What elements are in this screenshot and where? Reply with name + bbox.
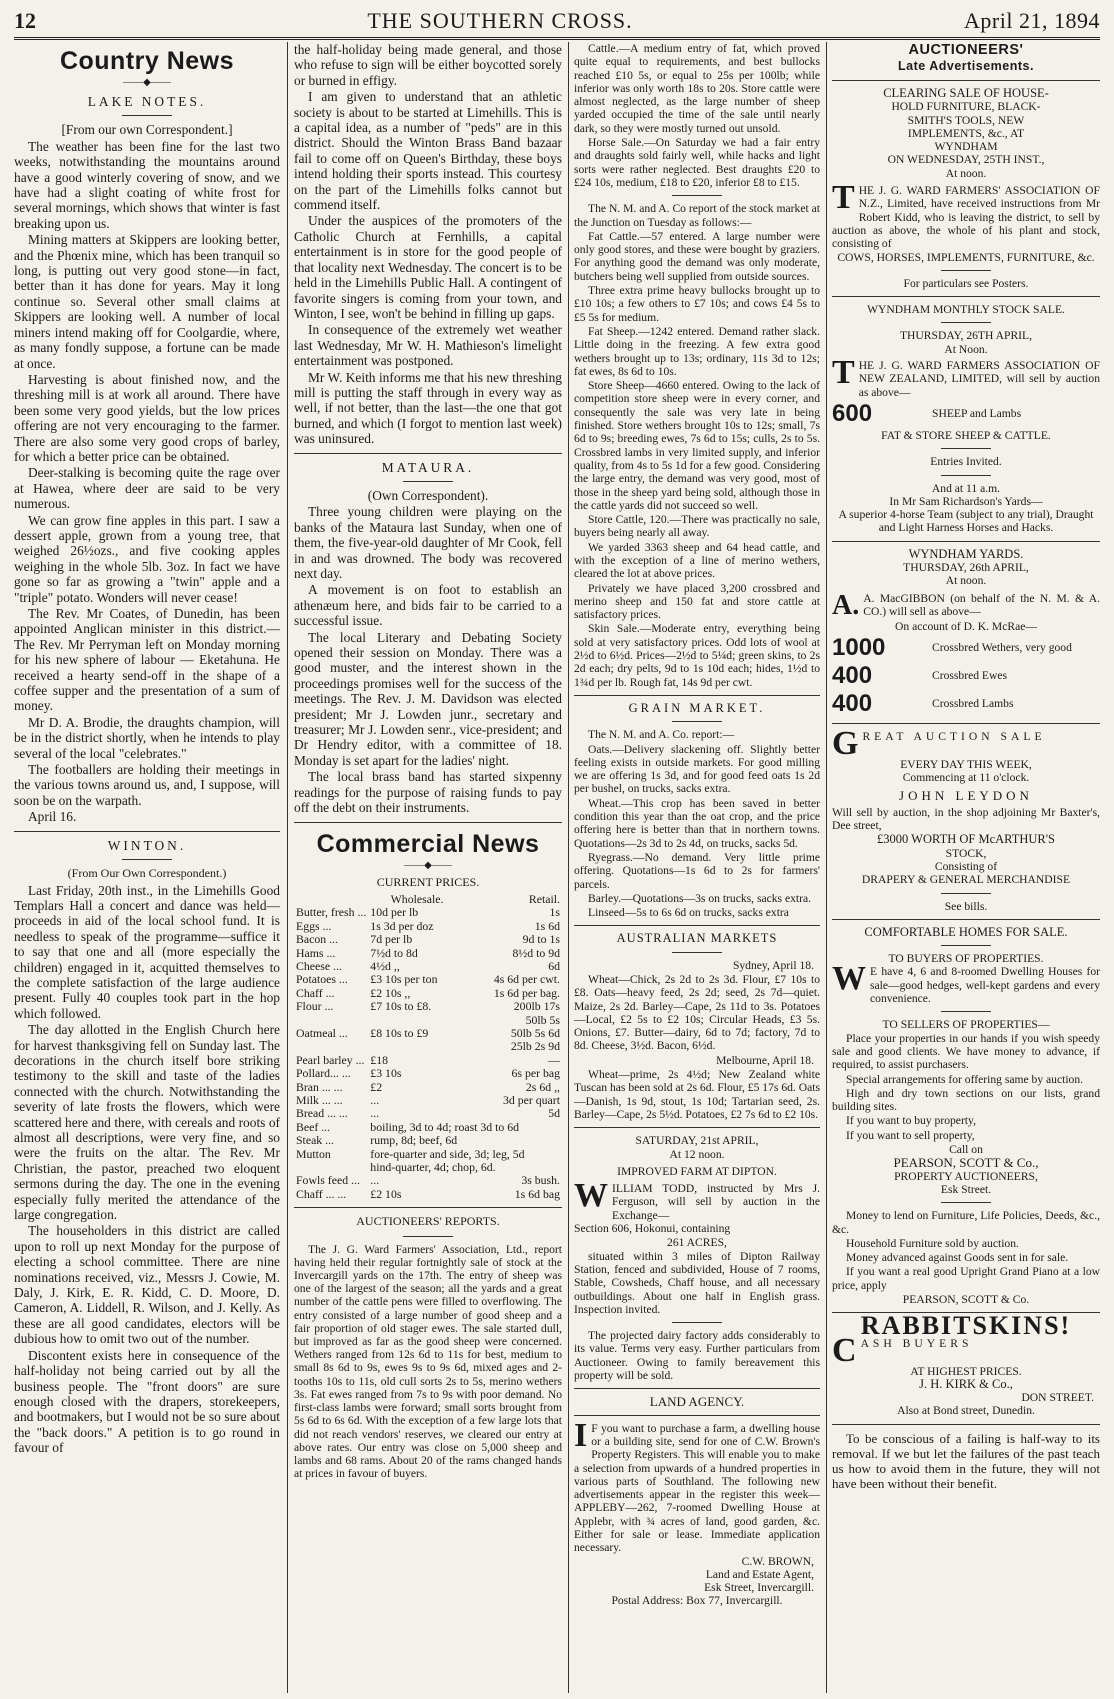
lot-text: Crossbred Ewes (932, 669, 1008, 683)
table-cell: 1s 3d per doz (370, 918, 434, 933)
article-paragraph: Barley.—Quotations—3s on trucks, sacks extra. (588, 891, 812, 905)
divider (574, 1127, 820, 1128)
australian-markets-heading: AUSTRALIAN MARKETS (616, 931, 778, 946)
notice-text: F you want to purchase a farm, a dwelling house or a building site, send for one of C.W. Brown's Property Registers. This will enable you to make a selection from upwards of a hundred properties in various parts of Southland. The following new advertisements appear in the register this week—APPLEBY—262, 7-roomed Dwelling House at Applebr, with ¾ acres of land, good garden, &c. Either for sale or lease. Immediate application necessary. (574, 1421, 820, 1555)
table-cell: 200lb 17s (513, 999, 560, 1014)
lot-row (832, 663, 1100, 689)
table-cell: 2s 6d ,, (525, 1079, 560, 1094)
sale-date: THURSDAY, 26TH APRIL, (899, 329, 1033, 343)
table-cell: 1s (549, 905, 560, 920)
divider (294, 453, 562, 454)
divider (294, 822, 562, 823)
table-cell (368, 1040, 466, 1053)
lot-row (832, 635, 1100, 661)
notice-text: Household Furniture sold by auction. (846, 1236, 1019, 1250)
divider (14, 831, 280, 832)
article-paragraph: Store Sheep—4660 entered. Owing to the lack of competition store sheep were in every corner, and consequently the sale was very late in being finished. Store wethers brought 10s to 12s; small, 7s 6d to 9s; breeding ewes, 7s 6d to 15s; culls, 2s to 5s. Crossbred lambs in very limited supply, and inferior quality, from 4s to 5s 1d for a few good. Considering the large entry, the demand was very good, most of those in the sheep yard being sold, although those in the cattle yards did not succeed so well. (574, 379, 820, 512)
table-row (294, 947, 562, 960)
prices-heading: CURRENT PRICES. (376, 874, 480, 889)
article-paragraph: Wheat.—This crop has been saved in better condition this year than the oat crop, and the price offering here is better than that in northern towns. Quotations—2s 3d to 2s 4d, on trucks, sacks 5d. (574, 796, 820, 850)
sale-time: At 12 noon. (669, 1147, 725, 1161)
drop-cap: W (574, 1182, 608, 1215)
drop-cap: T (832, 184, 855, 217)
notice-line: AT HIGHEST PRICES. (910, 1364, 1022, 1378)
drop-cap: A. (832, 591, 860, 620)
notice-line: PROPERTY AUCTIONEERS, (894, 1169, 1038, 1183)
divider (403, 1236, 453, 1237)
article-paragraph: The N. M. and A. Co. report:— (588, 728, 735, 742)
sellers-heading: TO SELLERS OF PROPERTIES— (882, 1018, 1050, 1032)
table-cell: Butter, fresh ... (296, 905, 367, 920)
table-row (294, 973, 562, 986)
notice-line: Commencing at 11 o'clock. (902, 771, 1030, 785)
table-cell: Chaff ... (296, 985, 335, 1000)
table-cell: boiling, 3d to 4d; roast 3d to 6d (370, 1119, 520, 1134)
auctioneers-heading: AUCTIONEERS' (908, 42, 1024, 58)
article-paragraph: Fat Cattle.—57 entered. A large number were only good stores, and these were bought by graziers. For anything good the demand was only moderate, butchers being well supplied from outside sources. (574, 229, 820, 283)
table-row (294, 1148, 562, 1161)
notice-text: Will sell by auction, in the shop adjoining Mr Baxter's, Dee street, (832, 805, 1100, 833)
clearing-sale-line: WYNDHAM (934, 140, 998, 154)
table-row (294, 1027, 562, 1040)
notice-text: High and dry town sections on our lists, grand building sites. (832, 1086, 1100, 1114)
table-cell (294, 1014, 368, 1027)
table-row (294, 933, 562, 946)
table-row (294, 1040, 562, 1053)
divider (832, 919, 1100, 920)
table-row (294, 920, 562, 933)
notice-items: FAT & STORE SHEEP & CATTLE. (881, 428, 1051, 442)
clearing-sale-line: CLEARING SALE OF HOUSE- (883, 86, 1049, 100)
article-paragraph: [From our own Correspondent.] (61, 122, 233, 138)
land-agency-heading: LAND AGENCY. (649, 1394, 745, 1410)
table-row (294, 1094, 562, 1107)
table-cell: hind-quarter, 4d; chop, 6d. (370, 1160, 496, 1175)
table-cell (294, 1040, 368, 1053)
notice-text: Place your properties in our hands if you wish speedy sale and good clients. We have money to advance, if required, to assist purchasers. (832, 1031, 1100, 1072)
notice-line: DRAPERY & GENERAL MERCHANDISE (861, 873, 1071, 887)
dateline: Melbourne, April 18. (716, 1053, 814, 1067)
article-paragraph: Store Cattle, 120.—There was practically no sale, buyers being nearly all away. (574, 513, 820, 540)
issue-date: April 21, 1894 (964, 8, 1100, 33)
table-cell: Chaff ... ... (296, 1186, 347, 1201)
table-row (294, 987, 562, 1000)
masthead (14, 4, 1100, 40)
homes-heading: COMFORTABLE HOMES FOR SALE. (864, 924, 1068, 939)
article-paragraph: Ryegrass.—No demand. Very little prime offering. Quotations—1s 6d to 2s for farmers' parcels. (574, 850, 820, 891)
late-ads-heading: Late Advertisements. (898, 59, 1034, 73)
notice-heading: ASH BUYERS (860, 1336, 973, 1350)
notice-line: DON STREET. (1021, 1391, 1094, 1405)
table-header: Retail. (528, 891, 560, 906)
article-paragraph: Mining matters at Skippers are looking better, and the Phœnix mine, which has been tranquil so long, is putting out very good stone—in fact, better than it has done for years. May it long continue so. Several other small claims at Skippers are looking well. A number of local miners intend making off for Coolgardie, where, as many fondly suppose, a fortune can be made at once. (14, 232, 280, 371)
notice-text: If you want to buy property, (846, 1114, 976, 1128)
table-cell: 10d per lb (370, 905, 419, 920)
column-2 (294, 42, 562, 1693)
column-3 (574, 42, 820, 1693)
table-cell: Mutton (296, 1146, 331, 1161)
acreage: 261 ACRES, (667, 1236, 727, 1250)
lot-row (832, 691, 1100, 717)
table-cell: Potatoes ... (296, 972, 348, 987)
article-paragraph: We can grow fine apples in this part. I saw a dessert apple, grown from a young tree, that weighed 26½ozs., and five cooking apples weighing in the whole 5lb. 3oz. In fact we have gone so far as growing a "twin" apple and a "triple" potato. Wonders will never cease! (14, 512, 280, 605)
table-cell: 5d (548, 1106, 560, 1121)
section-title-commercial-news: Commercial News (316, 829, 540, 858)
article-head-lake-notes: LAKE NOTES. (87, 94, 207, 109)
divider (672, 195, 722, 196)
notice-line: Consisting of (934, 859, 998, 873)
table-cell: £3 10s per ton (370, 972, 438, 987)
table-cell: 4s 6d per cwt. (493, 972, 560, 987)
notice-heading: REAT AUCTION SALE (862, 729, 1046, 743)
notice-text: If you want to sell property, (846, 1128, 975, 1142)
divider (832, 80, 1100, 81)
clearing-sale-line: HOLD FURNITURE, BLACK- (891, 100, 1041, 114)
table-row (294, 1161, 562, 1174)
article-paragraph: In consequence of the extremely wet weather last Wednesday, Mr W. H. Mathieson's limelight entertainment was postponed. (294, 322, 562, 369)
table-cell: Bran ... ... (296, 1079, 343, 1094)
lot-text: SHEEP and Lambs (932, 407, 1022, 421)
article-paragraph: Skin Sale.—Moderate entry, everything being sold at very satisfactory prices. Odd lots of wool at 2½d to 6½d. Prices—2½d to 5¼d; green skins, to 2s 2d each; dry pelts, 9d to 1s 10d each; hides, 1½d to 1¾d per lb. Rough fat, 14s 9d per cwt. (574, 622, 820, 689)
farm-heading: IMPROVED FARM AT DIPTON. (617, 1164, 777, 1178)
page-number: 12 (14, 8, 36, 33)
table-row (294, 1067, 562, 1080)
land-agency-notice (574, 1422, 820, 1555)
buyers-heading: TO BUYERS OF PROPERTIES. (888, 952, 1044, 966)
table-cell: £18 (370, 1052, 388, 1067)
table-cell: £7 10s to £8. (370, 999, 432, 1014)
great-auction-notice (832, 730, 1100, 758)
table-row (294, 1188, 562, 1201)
column-1 (14, 42, 280, 1693)
article-paragraph: I am given to understand that an athletic society is about to be started at Limehills. This is a capital idea, as a number of "peds" are in this district. Should the Winton Brass Band bazaar fail to come off on Queen's Birthday, these boys intend holding their sports instead. This courtesy on the part of the Limehills folks cannot but commend itself. (294, 89, 562, 213)
table-header: Wholesale. (390, 891, 444, 906)
table-cell: £2 (370, 1079, 383, 1094)
lot-text: Crossbred Lambs (932, 697, 1014, 711)
article-paragraph: Harvesting is about finished now, and the threshing mill is at work all around. There have been some very good yields, but the low prices offering are not very encouraging to the farmer. There are also some very good crops of barley, for which a better price can be obtained. (14, 371, 280, 464)
sale-time: At Noon. (944, 342, 988, 356)
table-cell: fore-quarter and side, 3d; leg, 5d (370, 1146, 525, 1161)
divider (122, 859, 172, 860)
firm-name: PEARSON, SCOTT & Co. (902, 1293, 1030, 1306)
article-paragraph: A movement is on foot to establish an athenæum here, and bids fair to be carried to a successful issue. (294, 582, 562, 629)
table-cell: 6s per bag (511, 1066, 560, 1081)
article-paragraph: The householders in this district are called upon to roll up next Monday for the purpose of electing a school committee. There are nine nominations received, viz., Messrs J. Cowie, M. Daly, J. Kirk, E. R. Kidd, C. D. Moore, D. Cameron, A. Liddell, R. Wilson, and J. Kelly. As these are all good candidates, electors will be dubious how to omit two out of the number. (14, 1223, 280, 1347)
rabbitskins-heading: RABBITSKINS! (860, 1311, 1072, 1341)
article-paragraph: the half-holiday being made general, and those who refuse to sign will be either boycotted sorely or burned in effigy. (294, 42, 562, 88)
article-paragraph: Discontent exists here in consequence of the half-holiday not being carried out by all the business people. The "front doors" are sure enough closed with the drapers, storekeepers, and bootmakers, but I would not be so sure about the "back doors." A petition is to go round in favour of (14, 1347, 280, 1456)
table-cell: ... (370, 1093, 380, 1107)
notice-text: HE J. G. WARD FARMERS' ASSOCIATION OF N.Z., Limited, have received instructions from Mr Robert Kidd, who is leaving the district, to sell by auction as above, the whole of his plant and stock, consisting of (832, 184, 1100, 251)
clearing-sale-line: SMITH'S TOOLS, NEW (907, 113, 1025, 127)
notice-text: ILLIAM TODD, instructed by Mrs J. Ferguson, will sell by auction in the Exchange— (612, 1182, 820, 1222)
table-cell: £2 10s (370, 1186, 402, 1201)
lot-number: 600 (832, 399, 873, 427)
notice-text: If you want a real good Upright Grand Piano at a low price, apply (832, 1265, 1100, 1292)
divider (941, 1202, 991, 1203)
table-cell: 7½d to 8d (370, 945, 418, 960)
divider (574, 1388, 820, 1389)
lot-text: Crossbred Wethers, very good (932, 641, 1072, 655)
table-cell (368, 1014, 466, 1027)
table-row (294, 1000, 562, 1013)
entries-note: Entries Invited. (930, 455, 1002, 469)
divider (941, 475, 991, 476)
buyers-notice (832, 965, 1100, 1005)
sale-date: SATURDAY, 21st APRIL, (635, 1134, 759, 1148)
notice-line: Also at Bond street, Dunedin. (897, 1404, 1035, 1418)
article-paragraph: The N. M. and A. Co report of the stock market at the Junction on Tuesday as follows:— (574, 202, 820, 229)
table-cell (294, 1161, 368, 1174)
notice-line: STOCK, (945, 846, 987, 860)
article-paragraph: Wheat—prime, 2s 4½d; New Zealand white Tuscan has been sold at 2s 6d. Flour, £5 17s 6d. Oats—Danish, 1s 9d, stout, 1s 10d; Tartarian seed, 2s. Barley—Cape, 2s 5½d. Potatoes, £2 7s 6d to £2 10s. (574, 1068, 820, 1121)
table-cell: Flour ... (296, 999, 334, 1014)
table-cell: Pollard... ... (296, 1066, 351, 1081)
table-cell: 4½d ,, (370, 958, 400, 973)
wyndham-yards-heading: WYNDHAM YARDS. (908, 546, 1024, 561)
table-cell: ... (370, 1173, 380, 1188)
prices-table (294, 893, 562, 1201)
filler-quote: To be conscious of a failing is half-way to its removal. If we but let the failures of the past teach us how to avoid them in the future, they will not have been without their benefit. (832, 1430, 1100, 1491)
notice-text: Money to lend on Furniture, Life Policies, Deeds, &c., &c. (832, 1209, 1100, 1236)
clearing-sale-line: ON WEDNESDAY, 25TH INST., (887, 153, 1045, 167)
lot-number: 1000 (832, 633, 886, 661)
table-cell: 8½d to 9d (512, 945, 560, 960)
account-note: On account of D. K. McRae— (895, 619, 1037, 633)
table-cell: — (548, 1052, 560, 1067)
table-cell: Fowls feed ... (296, 1173, 360, 1188)
table-header-row (294, 893, 562, 906)
article-paragraph: Privately we have placed 3,200 crossbred and merino sheep and 150 fat and store cattle at satisfactory prices. (574, 581, 820, 622)
column-rule (287, 42, 288, 1693)
article-head-mataura: MATAURA. (381, 459, 475, 475)
article-paragraph: Horse Sale.—On Saturday we had a fair entry and draughts sold fairly well, while hacks and light sorts were rather neglected. Best draughts £20 to £24 10s, medium, £18 to £20, inferior £8 to £15. (574, 136, 820, 189)
article-paragraph: The local Literary and Debating Society opened their session on Monday. There was a good muster, and the interest shown in the proceedings promises well for the success of the meetings. The Rev. J. M. Davidson was elected president; Mr J. Lowden junr., secretary and treasurer; Mr J. Lowden senr., vice-president; and Dr Hendry editor, with a committee of 18. Monday is set apart for the ladies' night. (294, 629, 562, 768)
article-paragraph: The day allotted in the English Church here for harvest thanksgiving fell on Sunday last. The decorations in the church itself bore striking testimony to the skill and taste of the ladies connected with the church. Notwithstanding the severity of late frosts the flowers, which were scattered here and there, with cereals and roots of almost all descriptions, were very fine, and so were the fruits on the altar. The Rev. Mr Christian, the pastor, preached two eloquent sermons during the day. The one in the evening especially fully merited the attendance of the large congregation. (14, 1022, 280, 1223)
table-cell: 50lb 5s 6d (510, 1025, 560, 1040)
column-4 (832, 42, 1100, 1693)
table-row (294, 1081, 562, 1094)
article-paragraph: Last Friday, 20th inst., in the Limehills Good Templars Hall a concert and dance was held—proceeds in aid of the local school fund. It is needless to speak of the programme—suffice it to say that one and all (more especially the children) engaged in it, acquitted themselves to the complete satisfaction of the large audience present. Fully 40 couples took part in the hop which followed. (14, 882, 280, 1021)
article-paragraph: Three young children were playing on the banks of the Mataura last Sunday, when one of them, the five-year-old daughter of Mr Cook, fell in and was drowned. The body was recovered next day. (294, 504, 562, 581)
ornament-icon: ——◆—— (123, 77, 171, 88)
drop-cap: C (832, 1336, 857, 1365)
notice-text: Money advanced against Goods sent in for sale. (846, 1251, 1069, 1265)
ornament-icon: ——◆—— (404, 859, 452, 871)
clearing-sale-line: IMPLEMENTS, &c., AT (907, 126, 1025, 140)
monthly-sale-heading: WYNDHAM MONTHLY STOCK SALE. (867, 303, 1065, 317)
drop-cap: T (832, 359, 855, 392)
table-row (294, 1121, 562, 1134)
table-cell: 3d per quart (503, 1093, 560, 1107)
notice-text: The projected dairy factory adds considerably to its value. Terms very easy. Further particulars from Auctioneer. Owing to family bereavement this property will be sold. (574, 1329, 820, 1383)
article-paragraph: (Own Correspondent). (367, 487, 489, 503)
article-paragraph: Wheat—Chick, 2s 2d to 2s 3d. Flour, £7 10s to £8. Oats—heavy feed, 2s 2d; seed, 2s 7d—quiet. Maize, 2s 2d. Barley—Cape, 2s 11d to 3s. Potatoes—Local, £2 5s to £2 10s; Circular Heads, £3 5s. Onions, £7. Butter—dairy, 6d to 7d; factory, 7d to 8d. Cheese, 3½d. Bacon, 6½d. (574, 973, 820, 1053)
lot-number: 400 (832, 689, 873, 717)
article-paragraph: Fat Sheep.—1242 entered. Demand rather slack. Little doing in the freezing. A few extra good wethers brought up to 13s; ordinary, 11s 3d to 12s; fat ewes, 8s 6d to 10s. (574, 324, 820, 378)
table-cell: ... (370, 1106, 380, 1121)
table-cell: Bread ... ... (296, 1106, 348, 1121)
article-paragraph: The weather has been fine for the last two weeks, notwithstanding the mountains around have a good winterly covering of snow, and we have had a slight coating of white frost for several mornings, which shows that winter is fast breaking upon us. (14, 138, 280, 231)
divider (941, 893, 991, 894)
article-paragraph: Three extra prime heavy bullocks brought up to £10 10s; a few others to £7 10s; and cows £4 5s to £5 5s for medium. (574, 284, 820, 324)
notice-text: HE J. G. WARD FARMERS ASSOCIATION OF NEW ZEALAND, LIMITED, will sell by auction as above— (858, 359, 1100, 399)
divider (832, 541, 1100, 542)
signature: Land and Estate Agent, (705, 1567, 814, 1581)
notice-items: COWS, HORSES, IMPLEMENTS, FURNITURE, &c. (837, 250, 1095, 264)
table-row (294, 1054, 562, 1067)
lot-row (832, 401, 1100, 427)
auction-notice (574, 1182, 820, 1222)
column-rule (568, 42, 569, 1693)
notice-text: Section 606, Hokonui, containing (574, 1222, 731, 1236)
section-title-country-news: Country News (59, 47, 235, 75)
table-cell: 1s 6d bag (514, 1186, 560, 1201)
column-rule (826, 42, 827, 1693)
divider (294, 1207, 562, 1208)
drop-cap: I (574, 1421, 588, 1454)
signature: C.W. BROWN, (741, 1554, 814, 1568)
notice-line: £3000 WORTH OF McARTHUR'S (877, 832, 1055, 847)
postal-address: Postal Address: Box 77, Invercargill. (611, 1594, 783, 1608)
table-cell: £8 10s to £9 (370, 1025, 429, 1040)
table-cell: Oatmeal ... (296, 1025, 348, 1040)
article-head-winton: WINTON. (107, 837, 187, 853)
divider (122, 115, 172, 116)
table-row (294, 1107, 562, 1120)
notice-text: situated within 3 miles of Dipton Railway Station, fenced and subdivided, House of 7 rooms, Stable, Cowsheds, Chaff house, and all necessary outbuildings. About one half in English grass. Inspection invited. (574, 1249, 820, 1316)
sale-time: And at 11 a.m. (931, 481, 1001, 495)
table-cell: £3 10s (370, 1066, 402, 1081)
divider (941, 448, 991, 449)
auctioneers-reports-heading: AUCTIONEERS' REPORTS. (356, 1214, 500, 1229)
table-row (294, 906, 562, 919)
article-paragraph: Oats.—Delivery slackening off. Slightly better feeling exists in outside markets. For good milling we are offering 1s 3d, and for good feed oats 1s 2d per bushel, on trucks, sacks extra. (574, 742, 820, 796)
article-paragraph: The footballers are holding their meetings in the various towns around us, and, I suppose, will soon be on the warpath. (14, 762, 280, 808)
table-cell: Milk ... ... (296, 1093, 343, 1107)
divider (941, 322, 991, 323)
table-cell: Pearl barley ... (296, 1052, 365, 1067)
table-cell: 50lb 5s (525, 1012, 560, 1027)
table-cell: £2 10s ,, (370, 985, 411, 1000)
newspaper-title: THE SOUTHERN CROSS. (367, 8, 633, 33)
divider (941, 1011, 991, 1012)
firm-name: J. H. KIRK & Co., (919, 1376, 1013, 1391)
divider (672, 721, 722, 722)
notice-text: Special arrangements for offering same by auction. (846, 1072, 1084, 1086)
table-cell: Bacon ... (296, 932, 338, 947)
auctioneer-name: JOHN LEYDON (899, 787, 1033, 803)
divider (574, 1415, 820, 1416)
table-cell: Beef ... (296, 1119, 331, 1134)
signature: Esk Street, Invercargill. (704, 1581, 814, 1595)
article-paragraph: We yarded 3363 sheep and 64 head cattle, and with the exception of a line of merino wethers, cleared the lot at above prices. (574, 540, 820, 581)
jg-ward-notice-2 (832, 359, 1100, 399)
article-paragraph: (From Our Own Correspondent.) (67, 866, 227, 881)
divider (403, 481, 453, 482)
article-dateline: April 16. (28, 809, 77, 825)
firm-name: PEARSON, SCOTT & Co., (893, 1155, 1039, 1171)
divider (941, 270, 991, 271)
table-cell: Steak ... (296, 1133, 335, 1148)
table-cell: 9d to 1s (522, 932, 560, 947)
divider (832, 296, 1100, 297)
horse-team-note: A superior 4-horse Team (subject to any trial), Draught and Light Harness Horses and Hacks. (838, 508, 1094, 535)
lot-number: 400 (832, 661, 873, 689)
drop-cap: W (832, 965, 866, 998)
notice-line: Call on (949, 1143, 983, 1157)
notice-text: E have 4, 6 and 8-roomed Dwelling Houses for sale—good hedges, well-kept gardens and every convenience. (870, 965, 1100, 1006)
drop-cap: G (832, 729, 859, 758)
sale-date: THURSDAY, 26th APRIL, (903, 561, 1029, 575)
table-cell: Cheese ... (296, 958, 342, 973)
jg-ward-notice (832, 184, 1100, 250)
table-row (294, 1134, 562, 1147)
article-paragraph: Under the auspices of the promoters of the Catholic Church at Fernhills, a capital entertainment is in store for the good people of that locality next Wednesday. The concert is to be held in the Limehills Public Hall. A contingent of favorite singers is coming from your town, and Winton, I see, won't be behind in filling up gaps. (294, 213, 562, 321)
dateline: Sydney, April 18. (732, 958, 814, 972)
table-cell: 7d per lb (370, 932, 413, 947)
divider (574, 925, 820, 926)
table-cell: Hams ... (296, 945, 336, 960)
table-cell: Eggs ... (296, 918, 332, 933)
divider (832, 1424, 1100, 1425)
article-paragraph: Mr W. Keith informs me that his new threshing mill is putting the staff through in every way as well, if not better, than the last—the one that got burned, and which (I forgot to mention last week) was uninsured. (294, 369, 562, 447)
article-paragraph: Linseed—5s to 6s 6d on trucks, sacks extra (588, 906, 789, 920)
article-paragraph: Mr D. A. Brodie, the draughts champion, will be in the district shortly, when he intends to play several of the local "celebrates." (14, 714, 280, 761)
article-paragraph: Deer-stalking is becoming quite the rage over at Hawea, where deer are said to be very numerous. (14, 465, 280, 512)
clearing-sale-line: At noon. (945, 166, 987, 180)
yards-location: In Mr Sam Richardson's Yards— (889, 494, 1043, 508)
article-paragraph: Cattle.—A medium entry of fat, which proved quite equal to requirements, and best bullocks reached £10 5s, or equal to 25s per 100lb; while inferior was only worth 18s to 20s. Store cattle were almost neglected, as the large number of sheep yarded occupied the time of the sale until nearly dark, so they were mostly turned out unsold. (574, 42, 820, 135)
divider (941, 945, 991, 946)
divider (574, 695, 820, 696)
notice-line: See bills. (944, 899, 988, 913)
table-row (294, 960, 562, 973)
article-paragraph: The Rev. Mr Coates, of Dunedin, has been appointed Anglican minister in this district.—The Rev. Mr Perryman left on Monday morning for his new sphere of labour — Eketahuna. He received a hearty send-off in the shape of a coffee supper and the presentation of a sum of money. (14, 606, 280, 714)
posters-note: For particulars see Posters. (903, 276, 1029, 290)
notice-text: A. MacGIBBON (on behalf of the N. M. & A. CO.) will sell as above— (863, 591, 1100, 618)
article-paragraph: The J. G. Ward Farmers' Association, Ltd., report having held their regular fortnightly sale of stock at the Invercargill yards on the 17th. The entry of sheep was one of the largest of the season; all the yards and a great number of the cattle pens were filled to overflowing. The entry consisted of a large number of good sheep and a fair proportion of old stager ewes. The sale started dull, but improved as far as the good sheep were concerned. Wethers ranged from 12s 6d to 11s for best, medium to small 8s 6d to 9s, ewes 9s to 9s 6d, mixed ages and 2-tooths 10s to 11s, old cull sorts 2s to 5s, merino wethers 3s. Fat ewes ranged from 7s to 9s with poor demand. No first-class lambs were forward; small sorts brought from 5s 6d to 6s 6d. With the exception of a few large lots that did not reach vendors' reserves, we cleared our entry at above rates. Our entry was close on 5,000 sheep and lambs and 68 rams. About 20 of the rams changed hands at prices in favour of buyers. (294, 1242, 562, 1481)
notice-line: Esk Street. (940, 1182, 992, 1196)
article-paragraph: The local brass band has started sixpenny readings for the purpose of raising funds to pay off the debt on their instruments. (294, 769, 562, 816)
table-cell: rump, 8d; beef, 6d (370, 1133, 458, 1148)
table-row (294, 1174, 562, 1187)
notice-line: EVERY DAY THIS WEEK, (900, 757, 1032, 771)
table-row (294, 1014, 562, 1027)
grain-market-heading: GRAIN MARKET. (628, 700, 766, 715)
divider (832, 723, 1100, 724)
cash-buyers-notice (832, 1337, 1100, 1365)
table-cell: 3s bush. (521, 1173, 560, 1188)
table-cell: 25lb 2s 9d (510, 1039, 560, 1054)
table-cell: 6d (548, 958, 560, 973)
divider (672, 1322, 722, 1323)
table-cell: 1s 6d (534, 918, 560, 933)
sale-time: At noon. (945, 574, 987, 588)
table-cell: 1s 6d per bag. (493, 985, 560, 1000)
macgibbon-notice (832, 592, 1100, 620)
divider (672, 952, 722, 953)
